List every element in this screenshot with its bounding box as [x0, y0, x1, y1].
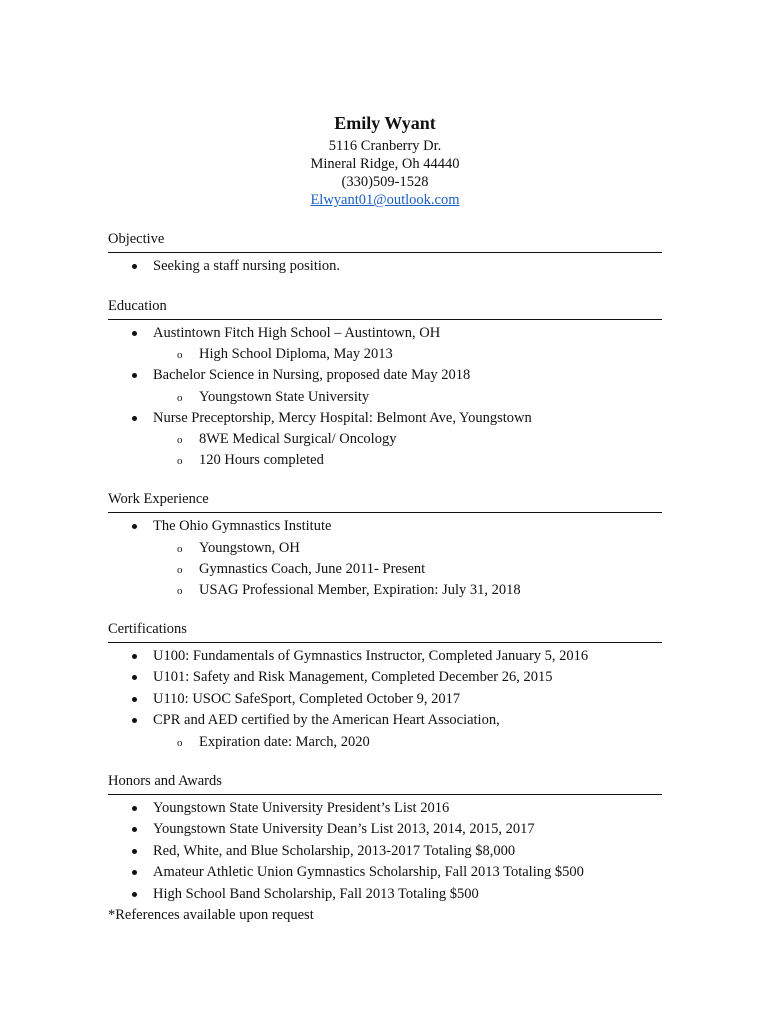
phone-number: (330)509-1528: [341, 174, 429, 190]
sub-list-item: o Youngstown, OH: [108, 538, 662, 559]
sub-list-item: o Expiration date: March, 2020: [108, 732, 662, 753]
list-item: Nurse Preceptorship, Mercy Hospital: Belmont Ave, Youngstown: [108, 408, 662, 430]
list-item: Youngstown State University Dean’s List 2013, 2014, 2015, 2017: [108, 819, 662, 841]
section-title-honors-awards: Honors and Awards: [108, 772, 662, 795]
section-title-objective: Objective: [108, 230, 662, 253]
work-experience-list: [108, 516, 662, 601]
address-line-2: Mineral Ridge, Oh 44440: [310, 156, 460, 172]
list-item: The Ohio Gymnastics Institute: [108, 516, 662, 538]
list-item: U100: Fundamentals of Gymnastics Instructor, Completed January 5, 2016: [108, 646, 662, 668]
list-item: Youngstown State University President’s List 2016: [108, 798, 662, 820]
honors-awards-section: [108, 772, 662, 906]
work-experience-section: [108, 490, 662, 601]
references-note: *References available upon request: [108, 907, 314, 923]
address-line-1: 5116 Cranberry Dr.: [328, 138, 442, 154]
objective-list: [108, 256, 662, 278]
list-item: U101: Safety and Risk Management, Completed December 26, 2015: [108, 667, 662, 689]
list-item: Seeking a staff nursing position.: [108, 256, 662, 278]
sub-list-item: o 120 Hours completed: [108, 450, 662, 471]
sub-list-item: o High School Diploma, May 2013: [108, 344, 662, 365]
section-title-work-experience: Work Experience: [108, 490, 662, 513]
sub-list-item: o 8WE Medical Surgical/ Oncology: [108, 429, 662, 450]
candidate-name: Emily Wyant: [334, 113, 436, 133]
sub-list-item: o USAG Professional Member, Expiration: July 31, 2018: [108, 580, 662, 601]
education-list: [108, 323, 662, 472]
list-item: Amateur Athletic Union Gymnastics Scholarship, Fall 2013 Totaling $500: [108, 862, 662, 884]
sub-list-item: o Youngstown State University: [108, 387, 662, 408]
honors-awards-list: [108, 798, 662, 906]
objective-section: [108, 230, 662, 278]
resume-header: [108, 111, 662, 209]
list-item: CPR and AED certified by the American Heart Association,: [108, 710, 662, 732]
certifications-section: [108, 620, 662, 753]
list-item: High School Band Scholarship, Fall 2013 Totaling $500: [108, 884, 662, 906]
education-section: [108, 297, 662, 472]
section-title-certifications: Certifications: [108, 620, 662, 643]
list-item: Austintown Fitch High School – Austintown, OH: [108, 323, 662, 345]
sub-list-item: o Gymnastics Coach, June 2011- Present: [108, 559, 662, 580]
resume-page: [108, 111, 662, 925]
list-item: U110: USOC SafeSport, Completed October 9, 2017: [108, 689, 662, 711]
certifications-list: [108, 646, 662, 753]
list-item: Bachelor Science in Nursing, proposed date May 2018: [108, 365, 662, 387]
list-item: Red, White, and Blue Scholarship, 2013-2017 Totaling $8,000: [108, 841, 662, 863]
section-title-education: Education: [108, 297, 662, 320]
email-link[interactable]: Elwyant01@outlook.com: [310, 192, 460, 208]
